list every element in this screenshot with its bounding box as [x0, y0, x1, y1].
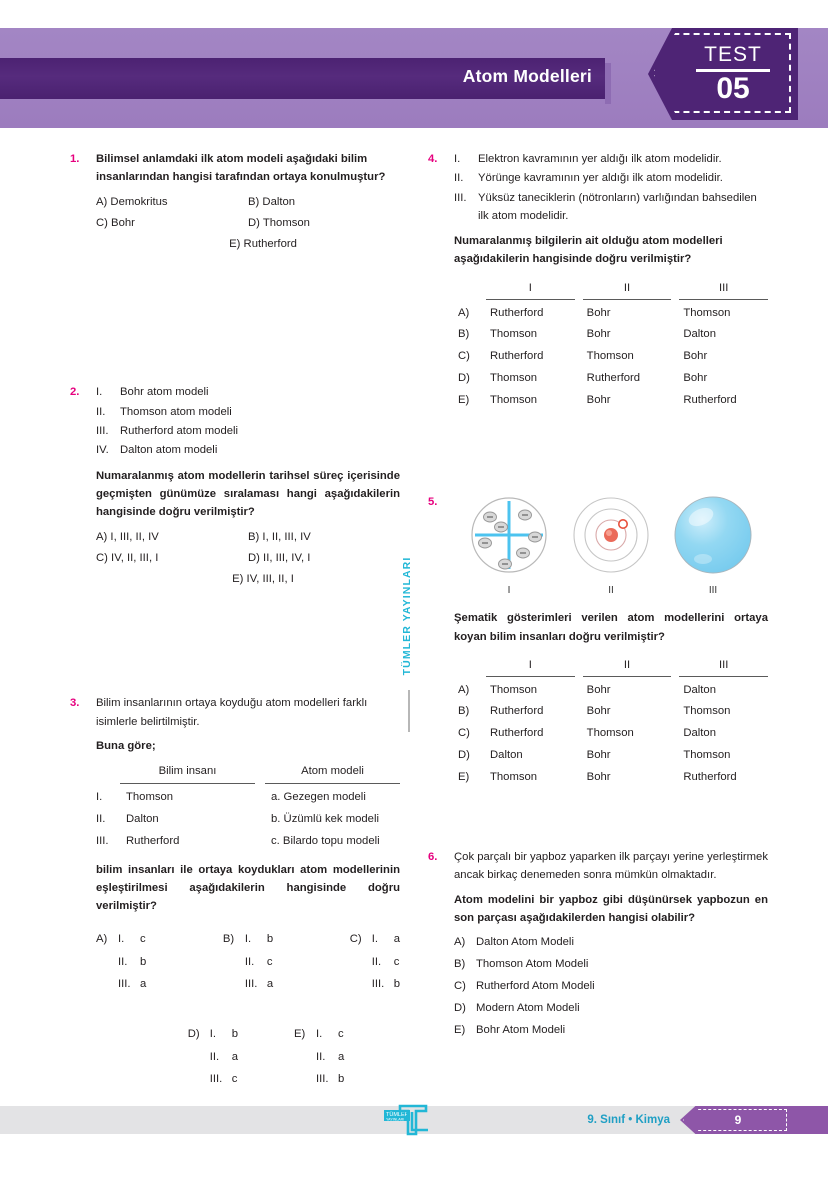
- cell: Bohr: [586, 306, 611, 319]
- option-line-value: c: [231, 1072, 238, 1085]
- option-line-value: c: [338, 1028, 344, 1041]
- question-5: [428, 493, 768, 786]
- test-word-label: TEST: [704, 43, 762, 66]
- option-line-numeral: II.: [209, 1050, 220, 1063]
- option-key: D): [187, 1028, 200, 1041]
- option-key: A): [454, 936, 466, 949]
- footer-subject-label: 9. Sınıf • Kimya: [587, 1114, 670, 1126]
- right-column: [428, 150, 768, 1057]
- cell: Thomson: [490, 683, 538, 696]
- cell: Rutherford: [490, 727, 544, 740]
- figure-caption: III: [708, 585, 718, 597]
- question-1: [70, 150, 400, 253]
- option-key: B): [458, 705, 470, 718]
- option-key: E): [294, 1028, 306, 1041]
- question-6: [428, 848, 768, 1039]
- option-key: B): [454, 958, 466, 971]
- question-1-option-e[interactable]: E) Rutherford: [229, 238, 297, 251]
- question-2-number: 2.: [70, 386, 80, 399]
- option-line-value: a: [231, 1050, 238, 1063]
- question-1-options: [96, 193, 400, 254]
- option-line-numeral: I.: [316, 1028, 323, 1041]
- option-key: A): [458, 683, 470, 696]
- cell: Rutherford: [586, 371, 641, 384]
- option-line-value: a: [266, 978, 274, 991]
- option-line-numeral: I.: [244, 933, 252, 946]
- question-6-stem: Çok parçalı bir yapboz yaparken ilk parçayı yerine yerleştirmek ancak birkaç denemeden sonra mümkün olmaktadır.: [454, 851, 768, 882]
- dalton-atom-icon: [671, 493, 755, 577]
- table-row[interactable]: [458, 304, 768, 322]
- cell: Thomson: [490, 328, 538, 341]
- column-divider-line: [408, 690, 410, 732]
- option-text: Rutherford Atom Modeli: [476, 979, 595, 992]
- question-6-option-d[interactable]: [454, 999, 768, 1017]
- cell: Bohr: [586, 683, 611, 696]
- table-row[interactable]: [458, 347, 768, 365]
- list-item: [96, 441, 400, 459]
- option-text: Bohr Atom Modeli: [476, 1023, 566, 1036]
- question-2-option-d[interactable]: D) II, III, IV, I: [248, 551, 311, 564]
- cell: Thomson: [586, 350, 634, 363]
- cell-person: Dalton: [126, 812, 159, 825]
- premise-text: Dalton atom modeli: [120, 444, 218, 457]
- question-3-matching-table: [96, 762, 400, 850]
- question-2-option-e[interactable]: E) IV, III, II, I: [232, 573, 294, 586]
- question-3-option-b[interactable]: [223, 930, 273, 997]
- cell: Rutherford: [490, 306, 544, 319]
- option-key: D): [454, 1001, 466, 1014]
- matrix-col-header-1: I: [486, 279, 575, 300]
- table-row[interactable]: [458, 702, 768, 720]
- option-line-value: b: [338, 1072, 345, 1085]
- cell: Bohr: [586, 749, 611, 762]
- question-3-number: 3.: [70, 697, 80, 710]
- figure-caption: I: [507, 585, 511, 597]
- question-3-option-d[interactable]: [188, 1025, 238, 1092]
- option-line-numeral: III.: [209, 1072, 223, 1085]
- option-line-numeral: II.: [244, 955, 255, 968]
- matrix-header-row: [458, 279, 768, 300]
- option-line-numeral: III.: [118, 978, 131, 991]
- question-2-prompt: Numaralanmış atom modellerin tarihsel süreç içerisinde geçmişten günümüze sıralaması hangi aşağıdakilerin hangisinde doğru verilmiştir?: [96, 469, 400, 519]
- option-key: E): [454, 1023, 466, 1036]
- option-key: E): [458, 770, 470, 783]
- premise-text: Yüksüz taneciklerin (nötronların) varlığından bahsedilen ilk atom modelidir.: [478, 191, 757, 222]
- cell: Rutherford: [490, 705, 544, 718]
- page-footer: [0, 1106, 828, 1134]
- question-1-number: 1.: [70, 153, 80, 165]
- option-line-value: a: [393, 933, 400, 946]
- table-row[interactable]: [458, 746, 768, 764]
- question-1-stem: Bilimsel anlamdaki ilk atom modeli aşağıdaki bilim insanlarından hangisi tarafından ortaya konulmuştur?: [96, 153, 386, 184]
- option-line-numeral: I.: [371, 933, 378, 946]
- option-key: D): [458, 749, 470, 762]
- cell-person: Rutherford: [126, 835, 180, 848]
- row-numeral: I.: [96, 790, 103, 803]
- premise-numeral: I.: [454, 153, 461, 165]
- premise-text: Thomson atom modeli: [120, 405, 232, 418]
- premise-text: Elektron kavramının yer aldığı ilk atom modelidir.: [478, 153, 722, 165]
- cell-model: b. Üzümlü kek modeli: [271, 812, 379, 825]
- cell-person: Thomson: [126, 790, 174, 803]
- option-line-numeral: I.: [118, 933, 125, 946]
- question-1-option-c[interactable]: C) Bohr: [96, 216, 135, 229]
- matrix-col-header-2: II: [583, 656, 672, 677]
- figure-dalton-model: [671, 493, 755, 599]
- option-text: Thomson Atom Modeli: [476, 958, 589, 971]
- option-key: D): [458, 371, 470, 384]
- premise-text: Rutherford atom modeli: [120, 425, 239, 438]
- option-key: A): [458, 306, 470, 319]
- option-line-value: b: [140, 955, 147, 968]
- question-5-figures: [454, 493, 768, 599]
- premise-numeral: II.: [96, 405, 106, 418]
- question-4: [428, 150, 768, 409]
- page-title: Atom Modelleri: [462, 66, 592, 86]
- cell: Thomson: [490, 371, 538, 384]
- option-line-numeral: II.: [371, 955, 382, 968]
- cell: Thomson: [683, 306, 731, 319]
- cell: Thomson: [586, 727, 634, 740]
- question-6-option-a[interactable]: [454, 933, 768, 951]
- figure-thomson-model: [467, 493, 551, 599]
- question-6-prompt: Atom modelini bir yapboz gibi düşünürsek yapbozun en son parçası aşağıdakilerden hangisi olabilir?: [454, 893, 768, 925]
- option-line-value: c: [266, 955, 273, 968]
- table-row[interactable]: [458, 369, 768, 387]
- option-line-numeral: III.: [316, 1072, 329, 1085]
- option-line-numeral: III.: [371, 978, 385, 991]
- list-item: [454, 189, 768, 226]
- cell: Bohr: [683, 350, 708, 363]
- publisher-logo: [382, 1100, 438, 1140]
- question-2-options: [96, 528, 400, 589]
- option-line-numeral: III.: [244, 978, 258, 991]
- cell: Dalton: [683, 727, 716, 740]
- premise-numeral: IV.: [96, 444, 109, 457]
- premise-numeral: I.: [96, 386, 103, 399]
- option-key: B): [458, 328, 470, 341]
- premise-text: Bohr atom modeli: [120, 386, 209, 399]
- table-row[interactable]: [458, 724, 768, 742]
- question-6-option-b[interactable]: [454, 955, 768, 973]
- bohr-atom-icon: [569, 493, 653, 577]
- table-row: [96, 788, 400, 806]
- option-line-value: a: [140, 978, 147, 991]
- table-header-row: [96, 762, 400, 783]
- question-3-stem: Bilim insanlarının ortaya koyduğu atom modelleri farklı isimlerle belirtilmiştir.: [96, 697, 368, 728]
- table-row[interactable]: [458, 325, 768, 343]
- cell: Bohr: [683, 371, 708, 384]
- option-line-value: b: [266, 933, 274, 946]
- option-key: A): [96, 933, 108, 946]
- cell: Bohr: [586, 393, 611, 406]
- cell: Dalton: [683, 683, 716, 696]
- question-4-answer-matrix: [458, 279, 768, 409]
- option-key: E): [458, 393, 470, 406]
- question-3-option-c[interactable]: [350, 930, 400, 997]
- column-header-model: Atom modeli: [265, 762, 400, 783]
- option-line-value: a: [338, 1050, 345, 1063]
- matrix-col-header-1: I: [486, 656, 575, 677]
- cell: Thomson: [683, 705, 731, 718]
- premise-text: Yörünge kavramının yer aldığı ilk atom modelidir.: [478, 172, 723, 185]
- svg-text:TÜMLER: TÜMLER: [386, 1112, 409, 1118]
- cell: Dalton: [683, 328, 716, 341]
- figure-caption: II: [608, 585, 614, 597]
- left-column: [70, 150, 400, 1110]
- option-key: C): [458, 350, 470, 363]
- option-text: Modern Atom Modeli: [476, 1001, 580, 1014]
- matrix-header-row: [458, 656, 768, 677]
- table-row[interactable]: [458, 681, 768, 699]
- figure-bohr-model: [569, 493, 653, 599]
- matrix-col-header-3: III: [679, 279, 768, 300]
- option-line-value: c: [393, 955, 400, 968]
- svg-text:YAYINLARI: YAYINLARI: [386, 1117, 405, 1122]
- question-5-number: 5.: [428, 496, 438, 509]
- vertical-brand-text: [396, 548, 418, 708]
- table-row: [96, 832, 400, 850]
- question-6-option-c[interactable]: [454, 977, 768, 995]
- question-5-answer-matrix: [458, 656, 768, 786]
- cell-model: c. Bilardo topu modeli: [271, 835, 380, 848]
- table-row[interactable]: [458, 768, 768, 786]
- matrix-col-header-2: II: [583, 279, 672, 300]
- cell: Bohr: [586, 705, 611, 718]
- question-6-number: 6.: [428, 851, 438, 864]
- list-item: [454, 150, 768, 168]
- option-key: C): [349, 933, 362, 946]
- question-3-prompt: bilim insanları ile ortaya koydukları atom modellerinin eşleştirilmesi aşağıdakilerin hangisinde doğru verilmiştir?: [96, 863, 400, 913]
- table-row[interactable]: [458, 391, 768, 409]
- option-text: Dalton Atom Modeli: [476, 936, 574, 949]
- option-line-numeral: II.: [316, 1050, 326, 1063]
- brand-label: TÜMLER YAYINLARI: [401, 556, 413, 676]
- option-line-value: c: [140, 933, 146, 946]
- question-1-option-d[interactable]: D) Thomson: [248, 216, 310, 229]
- cell: Rutherford: [683, 393, 737, 406]
- question-2-option-b[interactable]: B) I, II, III, IV: [248, 530, 311, 543]
- cell: Dalton: [490, 749, 523, 762]
- question-4-number: 4.: [428, 153, 438, 165]
- cell: Thomson: [490, 770, 538, 783]
- cell-model: a. Gezegen modeli: [271, 790, 366, 803]
- question-1-option-a[interactable]: A) Demokritus: [96, 195, 168, 208]
- column-header-person: Bilim insanı: [120, 762, 255, 783]
- premise-numeral: III.: [96, 425, 109, 438]
- list-item: [96, 403, 400, 421]
- question-5-prompt: Şematik gösterimleri verilen atom modellerini ortaya koyan bilim insanları doğru verilmiştir?: [454, 612, 768, 643]
- matrix-col-header-3: III: [679, 656, 768, 677]
- cell: Thomson: [490, 393, 538, 406]
- option-line-numeral: I.: [209, 1028, 216, 1041]
- option-key: B): [222, 933, 235, 946]
- question-3-option-a[interactable]: [96, 930, 146, 997]
- cell: Bohr: [586, 328, 611, 341]
- option-key: C): [458, 727, 470, 740]
- premise-numeral: III.: [454, 191, 467, 204]
- list-item: [96, 422, 400, 440]
- option-line-numeral: II.: [118, 955, 128, 968]
- cell: Rutherford: [683, 770, 737, 783]
- question-3-options-row-2: [96, 1025, 400, 1092]
- question-4-premise-list: [454, 150, 768, 225]
- question-4-prompt: Numaralanmış bilgilerin ait olduğu atom modelleri aşağıdakilerin hangisinde doğru verilmiştir?: [454, 235, 723, 266]
- cell: Rutherford: [490, 350, 544, 363]
- thomson-atom-icon: [467, 493, 551, 577]
- page-header: [0, 0, 828, 130]
- question-3-option-e[interactable]: [294, 1025, 344, 1092]
- question-2-option-a[interactable]: A) I, III, II, IV: [96, 530, 159, 543]
- row-numeral: II.: [96, 812, 106, 825]
- question-2-premise-list: [96, 383, 400, 459]
- question-3-options-row-1: [96, 930, 400, 997]
- list-item: [454, 169, 768, 187]
- cell: Bohr: [586, 770, 611, 783]
- question-2: [70, 383, 400, 588]
- question-2-option-c[interactable]: C) IV, II, III, I: [96, 551, 159, 564]
- test-badge: [648, 28, 798, 120]
- option-line-value: b: [393, 978, 400, 991]
- cell: Thomson: [683, 749, 731, 762]
- question-1-option-b[interactable]: B) Dalton: [248, 195, 296, 208]
- premise-numeral: II.: [454, 172, 464, 185]
- question-3: [70, 694, 400, 1092]
- row-numeral: III.: [96, 835, 109, 848]
- page-number: 9: [734, 1113, 742, 1127]
- question-6-option-e[interactable]: [454, 1021, 768, 1039]
- list-item: [96, 383, 400, 401]
- table-row: [96, 810, 400, 828]
- test-number-label: 05: [716, 71, 750, 105]
- option-line-value: b: [231, 1028, 238, 1041]
- question-6-options: [454, 933, 768, 1038]
- question-3-lead: Buna göre;: [96, 740, 156, 753]
- test-badge-content: [674, 28, 792, 120]
- option-key: C): [454, 979, 466, 992]
